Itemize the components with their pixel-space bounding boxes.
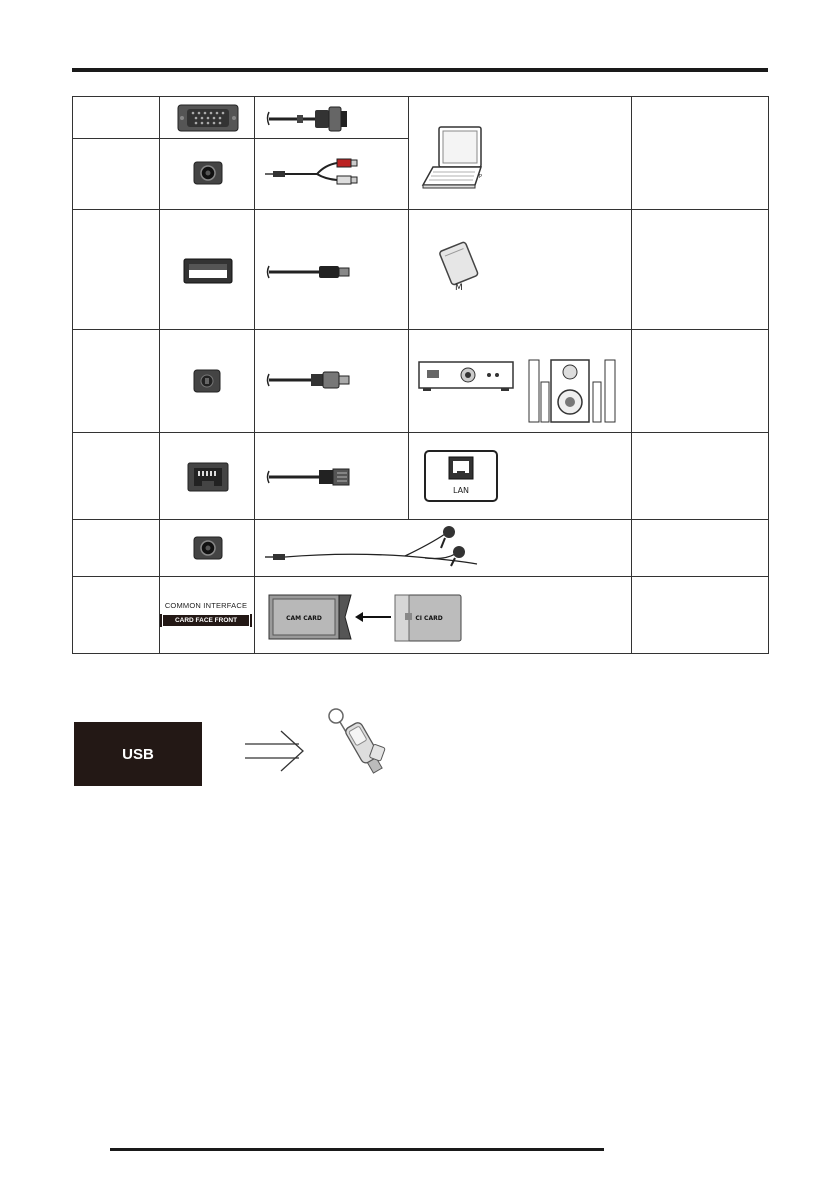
row-pc-audio-port-cell xyxy=(159,138,255,210)
bottom-rule xyxy=(110,1148,604,1151)
usb-cable-icon xyxy=(255,210,408,329)
row-pc-audio-label-cell xyxy=(72,138,160,210)
row-lan-port-cell xyxy=(159,432,255,520)
double-arrow-icon xyxy=(243,727,307,775)
top-rule xyxy=(72,68,768,72)
coaxial-cable-icon xyxy=(255,330,408,432)
row-usb-cable-cell xyxy=(254,209,409,330)
ci-module-icon xyxy=(255,577,631,653)
usb-box-label: USB xyxy=(122,745,154,763)
usb-box xyxy=(74,722,202,786)
row-audio-out-device-cell xyxy=(408,329,632,433)
ci-top-label: COMMON INTERFACE xyxy=(164,601,248,610)
vga-port-icon xyxy=(160,97,254,138)
usb-device-tag: M xyxy=(455,283,463,293)
row-lan-note-cell xyxy=(631,432,769,520)
row-ci-note-cell xyxy=(631,576,769,654)
lan-socket-icon xyxy=(409,433,631,519)
row-audio-out-note-cell xyxy=(631,329,769,433)
row-usb-device-cell xyxy=(408,209,632,330)
row-headphone-note-cell xyxy=(631,519,769,577)
usb-port-icon xyxy=(160,210,254,329)
lan-label: LAN xyxy=(452,486,470,495)
ci-slot-label xyxy=(163,601,249,626)
row-vga-cable-cell xyxy=(254,96,409,139)
row-pc-device-cell xyxy=(408,96,632,210)
row-vga-port-cell xyxy=(159,96,255,139)
row-audio-out-label-cell xyxy=(72,329,160,433)
cam-card-label: CAM CARD xyxy=(286,615,322,622)
ci-bar-label: CARD FACE FRONT xyxy=(163,615,249,626)
usb-flash-drive-icon xyxy=(322,704,402,796)
audio-jack-port-icon xyxy=(160,139,254,209)
laptop-icon xyxy=(409,97,631,209)
row-lan-label-cell xyxy=(72,432,160,520)
row-audio-out-port-cell xyxy=(159,329,255,433)
row-ci-label-cell xyxy=(72,576,160,654)
optical-port-icon xyxy=(160,330,254,432)
ethernet-port-icon xyxy=(160,433,254,519)
row-audio-out-cable-cell xyxy=(254,329,409,433)
row-usb-note-cell xyxy=(631,209,769,330)
laptop-tag: P xyxy=(479,174,483,180)
row-pc-note-cell xyxy=(631,96,769,210)
row-headphone-port-cell xyxy=(159,519,255,577)
home-theater-icon xyxy=(409,330,631,432)
row-ci-device-cell xyxy=(254,576,632,654)
row-pc-audio-cable-cell xyxy=(254,138,409,210)
usb-storage-device-icon xyxy=(409,210,631,329)
row-vga-label-cell xyxy=(72,96,160,139)
stereo-rca-cable-icon xyxy=(255,139,408,209)
vga-cable-icon xyxy=(255,97,408,138)
row-lan-device-cell xyxy=(408,432,632,520)
ethernet-cable-icon xyxy=(255,433,408,519)
row-headphone-label-cell xyxy=(72,519,160,577)
row-usb-port-cell xyxy=(159,209,255,330)
headphone-jack-port-icon xyxy=(160,520,254,576)
earphones-icon xyxy=(255,520,631,576)
row-usb-label-cell xyxy=(72,209,160,330)
row-lan-cable-cell xyxy=(254,432,409,520)
row-headphone-device-cell xyxy=(254,519,632,577)
ci-card-label: CI CARD xyxy=(415,615,443,622)
